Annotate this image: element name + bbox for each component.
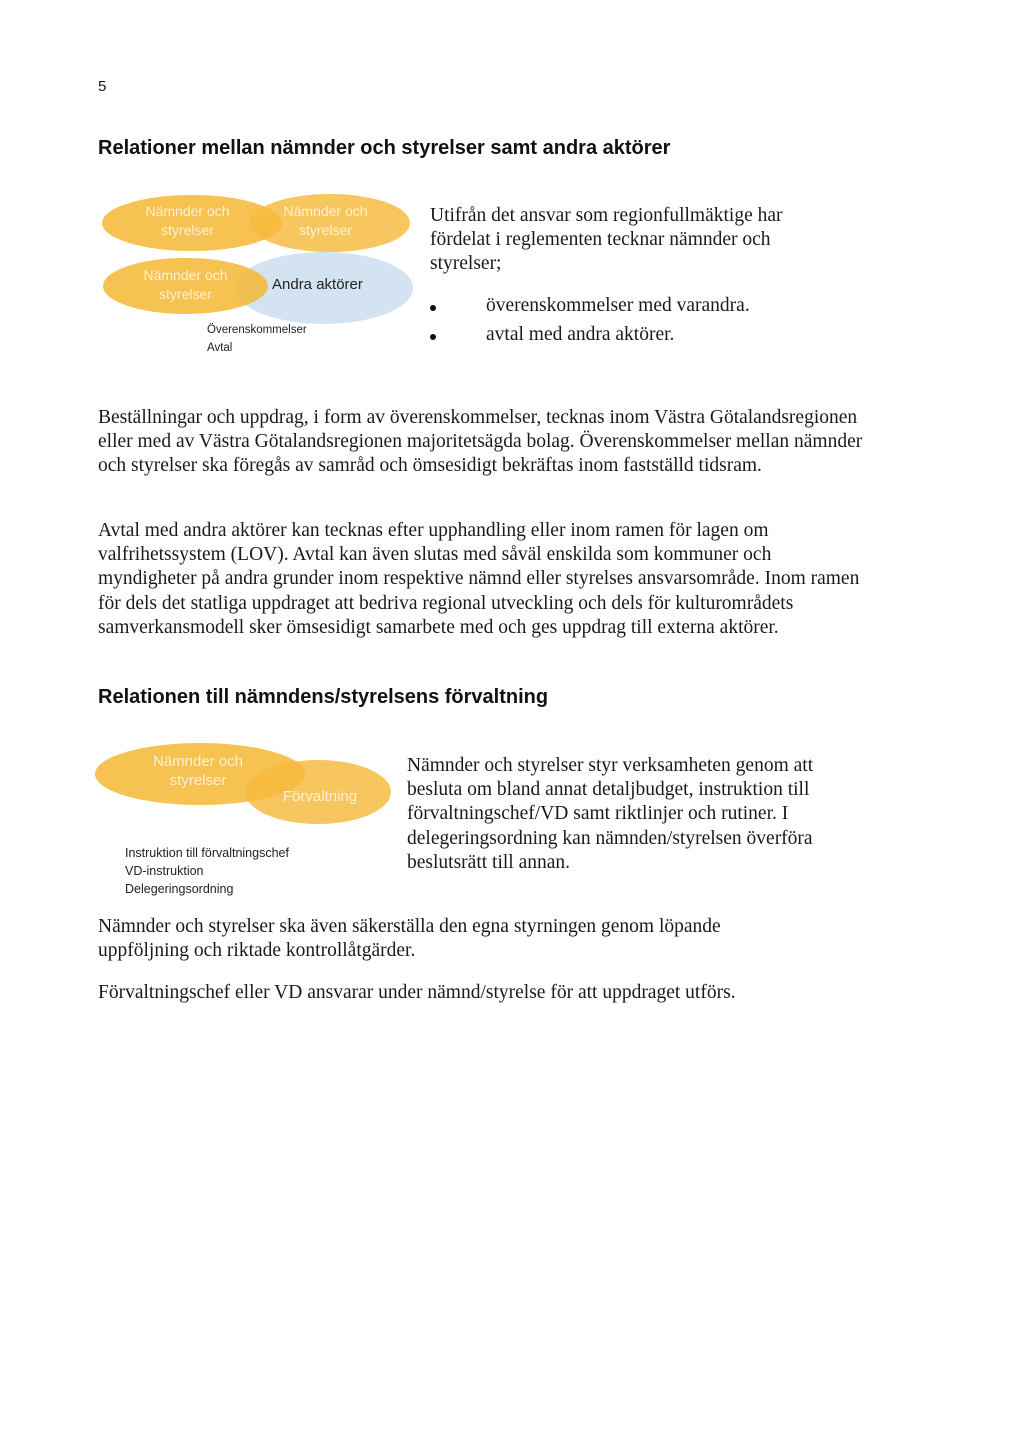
section-heading-administration: Relationen till nämndens/styrelsens förvaltning (98, 686, 549, 708)
paragraph-follow-up: Nämnder och styrelser ska även säkerställa den egna styrningen genom löpande uppföljning och riktade kontrollåtgärder. (98, 916, 721, 962)
diagram-caption (207, 321, 307, 357)
ellipse-label-boards: Nämnder och styrelser (152, 753, 244, 789)
caption-line-vd: VD-instruktion (125, 864, 204, 878)
administration-diagram (95, 740, 395, 900)
section-heading-relations: Relationer mellan nämnder och styrelser samt andra aktörer (98, 137, 671, 159)
bullet-item: avtal med andra aktörer. (428, 323, 750, 352)
intro-text-governance: Nämnder och styrelser styr verksamheten genom att besluta om bland annat detaljbudget, instruktion till förvaltningschef/VD samt riktlinjer och rutiner. I delegeringsordning kan nämnden/styrelsen överföra beslutsrätt till annan. (407, 755, 814, 873)
ellipse-label-administration: Förvaltning (282, 788, 358, 805)
agreement-bullet-list (428, 294, 750, 352)
diagram-caption (125, 844, 289, 898)
caption-line-contracts: Avtal (207, 342, 233, 354)
paragraph-contracts: Avtal med andra aktörer kan tecknas efter upphandling eller inom ramen för lagen om valfrihetssystem (LOV). Avtal kan även slutas med såväl enskilda som kommuner och myndigheter på andra grunder inom respektive nämnd eller styrelses ansvarsområde. Inom ramen för dels det statliga uppdraget att bedriva regional utveckling och dels för kulturområdets samverkansmodell sker ömsesidigt samarbete med och ges uppdrag till externa aktörer. (98, 520, 860, 638)
paragraph-responsibility: Förvaltningschef eller VD ansvarar under nämnd/styrelse för att uppdraget utförs. (98, 982, 736, 1003)
page-number: 5 (98, 78, 107, 95)
caption-line-instruction: Instruktion till förvaltningschef (125, 846, 289, 860)
actors-diagram (100, 190, 420, 365)
intro-text-responsibilities: Utifrån det ansvar som regionfullmäktige har fördelat i reglementen tecknar nämnder och styrelser; (430, 205, 783, 275)
ellipse-label-top-left: Nämnder och styrelser (145, 203, 230, 238)
paragraph-orders: Beställningar och uppdrag, i form av överenskommelser, tecknas inom Västra Götalandsregionen eller med av Västra Götalandsregionen majoritetsägda bolag. Överenskommelser mellan nämnder och styrelser ska föregås av samråd och ömsesidigt bekräftas inom fastställd tidsram. (98, 407, 863, 477)
bullet-item: överenskommelser med varandra. (428, 294, 750, 323)
caption-line-delegation: Delegeringsordning (125, 882, 234, 896)
caption-line-agreements: Överenskommelser (207, 324, 307, 336)
ellipse-label-other-actors: Andra aktörer (272, 276, 363, 293)
ellipse-label-top-right: Nämnder och styrelser (283, 203, 368, 238)
ellipse-label-bottom-left: Nämnder och styrelser (143, 267, 228, 302)
